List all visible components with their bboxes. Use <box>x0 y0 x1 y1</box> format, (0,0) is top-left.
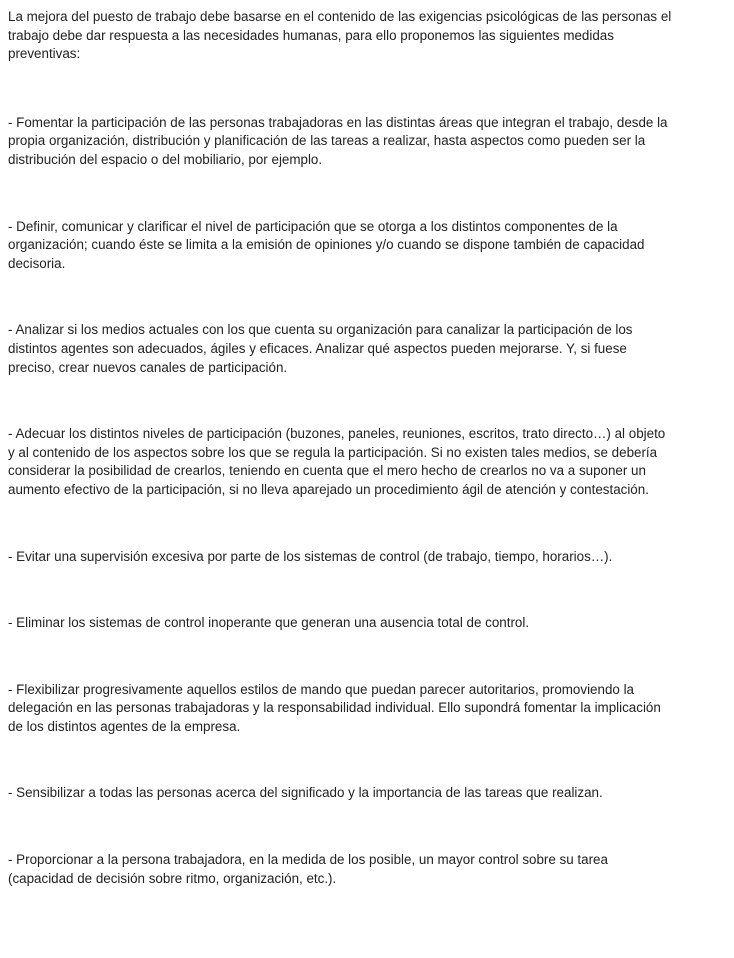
measure-eliminate-inoperative-control: - Eliminar los sistemas de control inoperante que generan una ausencia total de control. <box>8 615 530 631</box>
document-body <box>8 8 672 936</box>
measure-participation: - Fomentar la participación de las personas trabajadoras en las distintas áreas que integran el trabajo, desde la propia organización, distribución y planificación de las tareas a realizar, hasta aspectos como pueden ser la distribución del espacio o del mobiliario, por ejemplo. <box>8 114 668 167</box>
measure-avoid-excessive-supervision: - Evitar una supervisión excesiva por parte de los sistemas de control (de trabajo, tiempo, horarios…). <box>8 548 613 564</box>
measure-adapt-participation-levels: - Adecuar los distintos niveles de participación (buzones, paneles, reuniones, escritos, trato directo…) al objeto y al contenido de los aspectos sobre los que se regula la participación. Si no existen tales medios, se debería considerar la posibilidad de crearlos, teniendo en cuenta que el mero hecho de crearlos no va a suponer un aumento efectivo de la participación, si no lleva aparejado un procedimiento ágil de atención y contestación. <box>8 426 666 497</box>
measure-flexibilize-leadership: - Flexibilizar progresivamente aquellos estilos de mando que puedan parecer autoritarios, promoviendo la delegación en las personas trabajadoras y la responsabilidad individual. Ello supondrá fomentar la implicación de los distintos agentes de la empresa. <box>8 681 661 734</box>
measure-sensitize-task-importance: - Sensibilizar a todas las personas acerca del significado y la importancia de las tareas que realizan. <box>8 785 603 801</box>
measure-analyze-channels: - Analizar si los medios actuales con los que cuenta su organización para canalizar la participación de los distintos agentes son adecuados, ágiles y eficaces. Analizar qué aspectos pueden mejorarse. Y, si fuese preciso, crear nuevos canales de participación. <box>8 322 633 375</box>
intro-paragraph: La mejora del puesto de trabajo debe basarse en el contenido de las exigencias psicológicas de las personas el trabajo debe dar respuesta a las necesidades humanas, para ello proponemos las siguientes medidas preventivas: <box>8 9 672 62</box>
measure-provide-task-control: - Proporcionar a la persona trabajadora, en la medida de los posible, un mayor control sobre su tarea (capacidad de decisión sobre ritmo, organización, etc.). <box>8 852 608 886</box>
measure-define-participation-level: - Definir, comunicar y clarificar el nivel de participación que se otorga a los distintos componentes de la organización; cuando éste se limita a la emisión de opiniones y/o cuando se dispone también de capacidad decisoria. <box>8 218 645 271</box>
